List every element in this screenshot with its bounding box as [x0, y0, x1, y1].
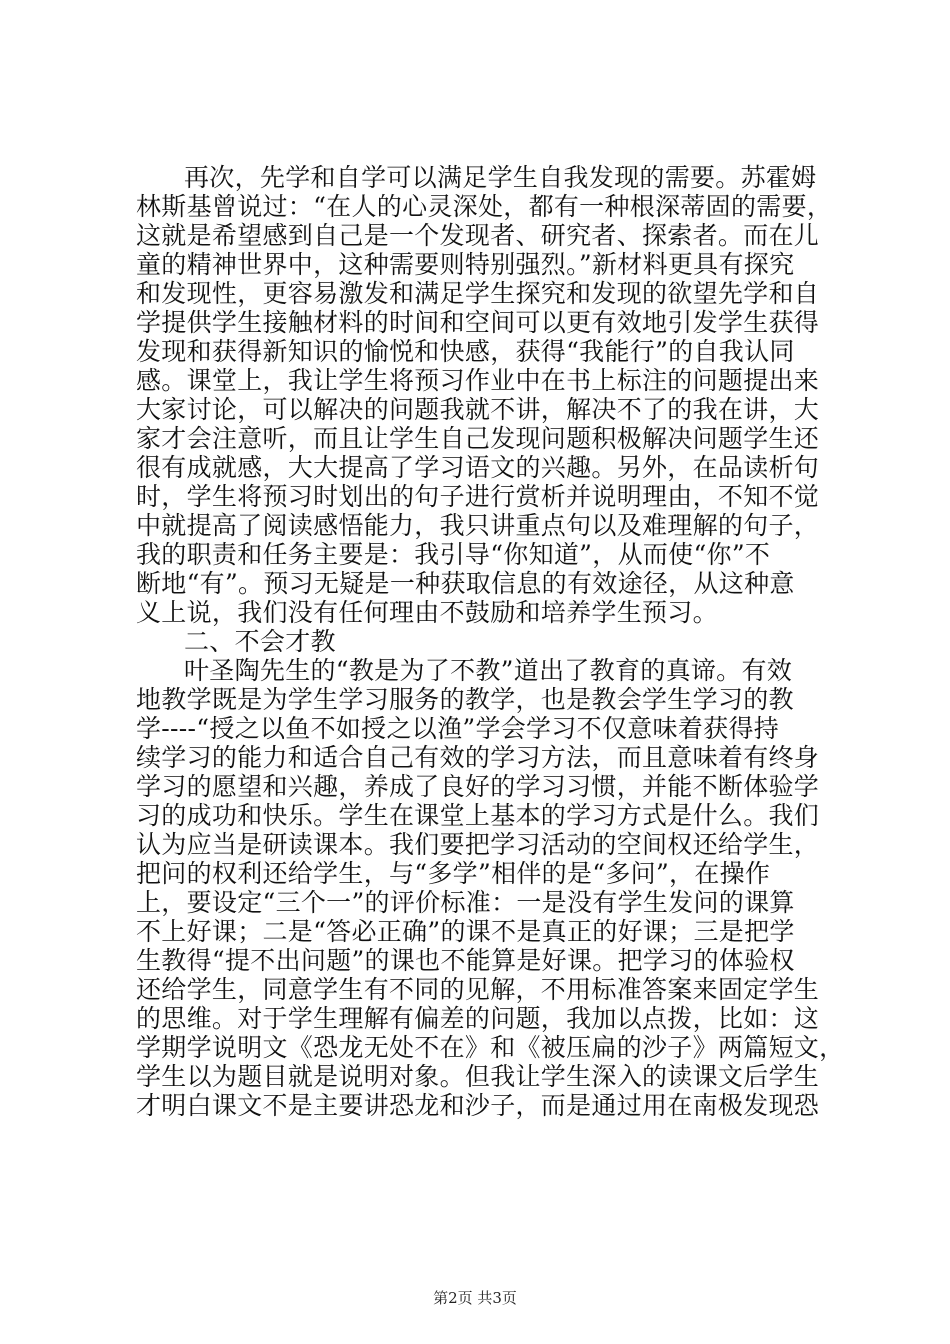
text-line: 把问的权利还给学生，与“多学”相伴的是“多问”，在操作: [136, 859, 771, 888]
section-heading: 二、不会才教: [184, 627, 336, 656]
text-line: 才明白课文不是主要讲恐龙和沙子，而是通过用在南极发现恐: [136, 1091, 820, 1120]
text-line: 生教得“提不出问题”的课也不能算是好课。把学习的体验权: [136, 946, 795, 975]
text-line: 这就是希望感到自己是一个发现者、研究者、探索者。而在儿: [136, 221, 820, 250]
text-line: 断地“有”。预习无疑是一种获取信息的有效途径，从这种意: [136, 569, 795, 598]
text-line: 很有成就感，大大提高了学习语文的兴趣。另外，在品读析句: [136, 453, 820, 482]
text-line: 还给学生，同意学生有不同的见解，不用标准答案来固定学生: [136, 975, 820, 1004]
text-line: 学期学说明文《恐龙无处不在》和《被压扁的沙子》两篇短文，: [136, 1033, 845, 1062]
text-line-paragraph-start: 叶圣陶先生的“教是为了不教”道出了教育的真谛。有效: [184, 656, 793, 685]
text-line: 发现和获得新知识的愉悦和快感，获得“我能行”的自我认同: [136, 337, 795, 366]
text-line: 学习的愿望和兴趣，养成了良好的学习习惯，并能不断体验学: [136, 772, 820, 801]
text-line: 时，学生将预习时划出的句子进行赏析并说明理由，不知不觉: [136, 482, 820, 511]
text-line: 大家讨论，可以解决的问题我就不讲，解决不了的我在讲，大: [136, 395, 820, 424]
text-line-paragraph-start: 再次，先学和自学可以满足学生自我发现的需要。苏霍姆: [184, 163, 817, 192]
text-line: 和发现性，更容易激发和满足学生探究和发现的欲望先学和自: [136, 279, 820, 308]
text-line: 不上好课；二是“答必正确”的课不是真正的好课；三是把学: [136, 917, 795, 946]
text-line: 学提供学生接触材料的时间和空间可以更有效地引发学生获得: [136, 308, 820, 337]
text-line: 感。课堂上，我让学生将预习作业中在书上标注的问题提出来: [136, 366, 820, 395]
document-body: [136, 163, 845, 1120]
text-line: 中就提高了阅读感悟能力，我只讲重点句以及难理解的句子，: [136, 511, 820, 540]
text-line: 学生以为题目就是说明对象。但我让学生深入的读课文后学生: [136, 1062, 820, 1091]
text-line: 认为应当是研读课本。我们要把学习活动的空间权还给学生，: [136, 830, 820, 859]
text-line: 童的精神世界中，这种需要则特别强烈。”新材料更具有探究: [136, 250, 795, 279]
text-line: 家才会注意听，而且让学生自己发现问题积极解决问题学生还: [136, 424, 820, 453]
text-line: 我的职责和任务主要是：我引导“你知道”，从而使“你”不: [136, 540, 771, 569]
text-line: 学----“授之以鱼不如授之以渔”学会学习不仅意味着获得持: [136, 714, 780, 743]
text-line: 林斯基曾说过：“在人的心灵深处，都有一种根深蒂固的需要，: [136, 192, 833, 221]
text-line: 地教学既是为学生学习服务的教学，也是教会学生学习的教: [136, 685, 794, 714]
text-line: 义上说，我们没有任何理由不鼓励和培养学生预习。: [136, 598, 718, 627]
page-number-label: 第2页 共3页: [433, 1289, 517, 1307]
page-footer: [0, 1288, 950, 1308]
text-line: 续学习的能力和适合自己有效的学习方法，而且意味着有终身: [136, 743, 820, 772]
text-line: 习的成功和快乐。学生在课堂上基本的学习方式是什么。我们: [136, 801, 820, 830]
text-line: 上，要设定“三个一”的评价标准：一是没有学生发问的课算: [136, 888, 795, 917]
text-line: 的思维。对于学生理解有偏差的问题，我加以点拨，比如：这: [136, 1004, 820, 1033]
